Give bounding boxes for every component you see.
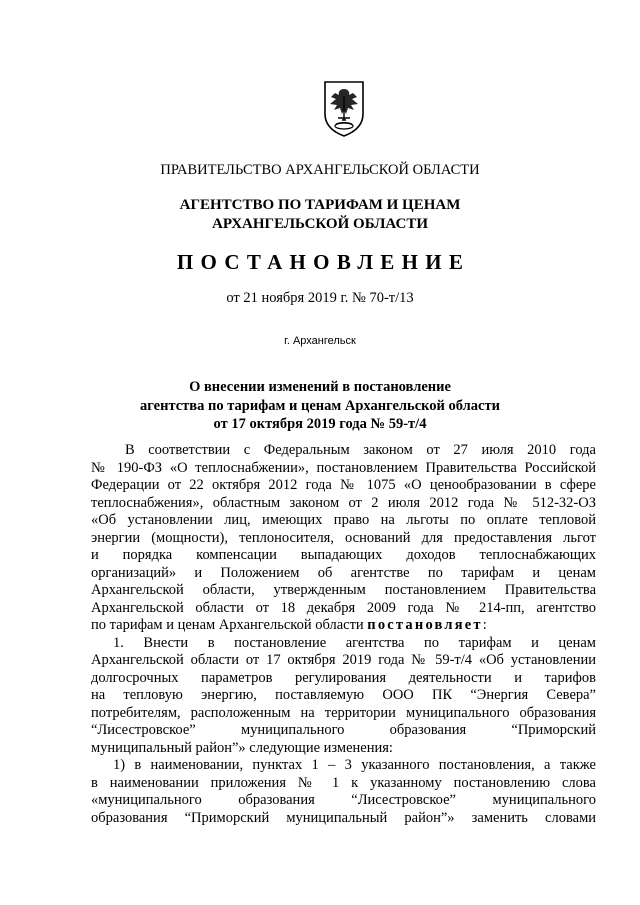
subject-line-1: О внесении изменений в постановление bbox=[189, 379, 451, 395]
agency-name bbox=[0, 196, 640, 234]
body-line: 1) в наименовании, пунктах 1 – 3 указанного постановления, а также bbox=[113, 757, 596, 773]
body-line: энергии (мощности), теплоносителя, оснований для предоставления льгот bbox=[91, 529, 596, 546]
body-line: № 190-ФЗ «О теплоснабжении», постановлением Правительства Российской bbox=[91, 459, 596, 476]
body-line: Архангельской области, утвержденным постановлением Правительства bbox=[91, 582, 596, 598]
body-text: : bbox=[482, 617, 487, 633]
body-line: образования “Приморский муниципальный район”» заменить словами bbox=[91, 809, 596, 826]
body-line: “Лисестровское” муниципального образования “Приморский bbox=[91, 722, 596, 738]
body-line: теплоснабжения», областным законом от 2 июля 2012 года № 512-32-ОЗ bbox=[91, 494, 596, 511]
body-line: долгосрочных параметров регулирования деятельности и тарифов bbox=[91, 669, 596, 686]
subject-line-2: агентства по тарифам и ценам Архангельской области bbox=[140, 397, 500, 414]
body-line: В соответствии с Федеральным законом от 27 июля 2010 года bbox=[125, 442, 596, 458]
body-line bbox=[91, 617, 596, 635]
coat-of-arms-icon bbox=[322, 80, 366, 138]
document-city: г. Архангельск bbox=[284, 335, 356, 347]
body-line: «Об установлении лиц, имеющих право на льготы по оплате тепловой bbox=[91, 512, 596, 528]
body-line: на тепловую энергию, поставляемую ООО ПК “Энергия Севера” bbox=[91, 687, 596, 703]
agency-name-line-2: АРХАНГЕЛЬСКОЙ ОБЛАСТИ bbox=[212, 216, 428, 232]
document-subject bbox=[0, 378, 640, 434]
document-body bbox=[91, 442, 596, 827]
body-line: муниципальный район”» следующие изменения: bbox=[91, 739, 393, 756]
body-text: по тарифам и ценам Архангельской области bbox=[91, 617, 368, 633]
body-line: Федерации от 22 октября 2012 года № 1075 «О ценообразовании в сфере bbox=[91, 477, 596, 493]
body-line: Архангельской области от 18 декабря 2009 года № 214-пп, агентство bbox=[91, 599, 596, 616]
document-type-title: ПОСТАНОВЛЕНИЕ bbox=[176, 250, 471, 274]
body-line: «муниципального образования “Лисестровское” муниципального bbox=[91, 792, 596, 808]
subject-line-3: от 17 октября 2019 года № 59-т/4 bbox=[213, 416, 427, 432]
body-line: и порядка компенсации выпадающих доходов теплоснабжающих bbox=[91, 547, 596, 563]
body-line: организаций» и Положением об агентстве по тарифам и ценам bbox=[91, 564, 596, 581]
government-name: ПРАВИТЕЛЬСТВО АРХАНГЕЛЬСКОЙ ОБЛАСТИ bbox=[160, 162, 480, 178]
agency-name-line-1: АГЕНТСТВО ПО ТАРИФАМ И ЦЕНАМ bbox=[179, 197, 461, 213]
body-line: Архангельской области от 17 октября 2019 года № 59-т/4 «Об установлении bbox=[91, 652, 596, 668]
body-line: в наименовании приложения № 1 к указанному постановлению слова bbox=[91, 774, 596, 791]
body-line: 1. Внести в постановление агентства по тарифам и ценам bbox=[113, 634, 596, 651]
body-line: потребителям, расположенным на территории муниципального образования bbox=[91, 704, 596, 721]
document-date-number: от 21 ноября 2019 г. № 70-т/13 bbox=[226, 290, 414, 306]
resolves-keyword: постановляет bbox=[367, 617, 483, 633]
